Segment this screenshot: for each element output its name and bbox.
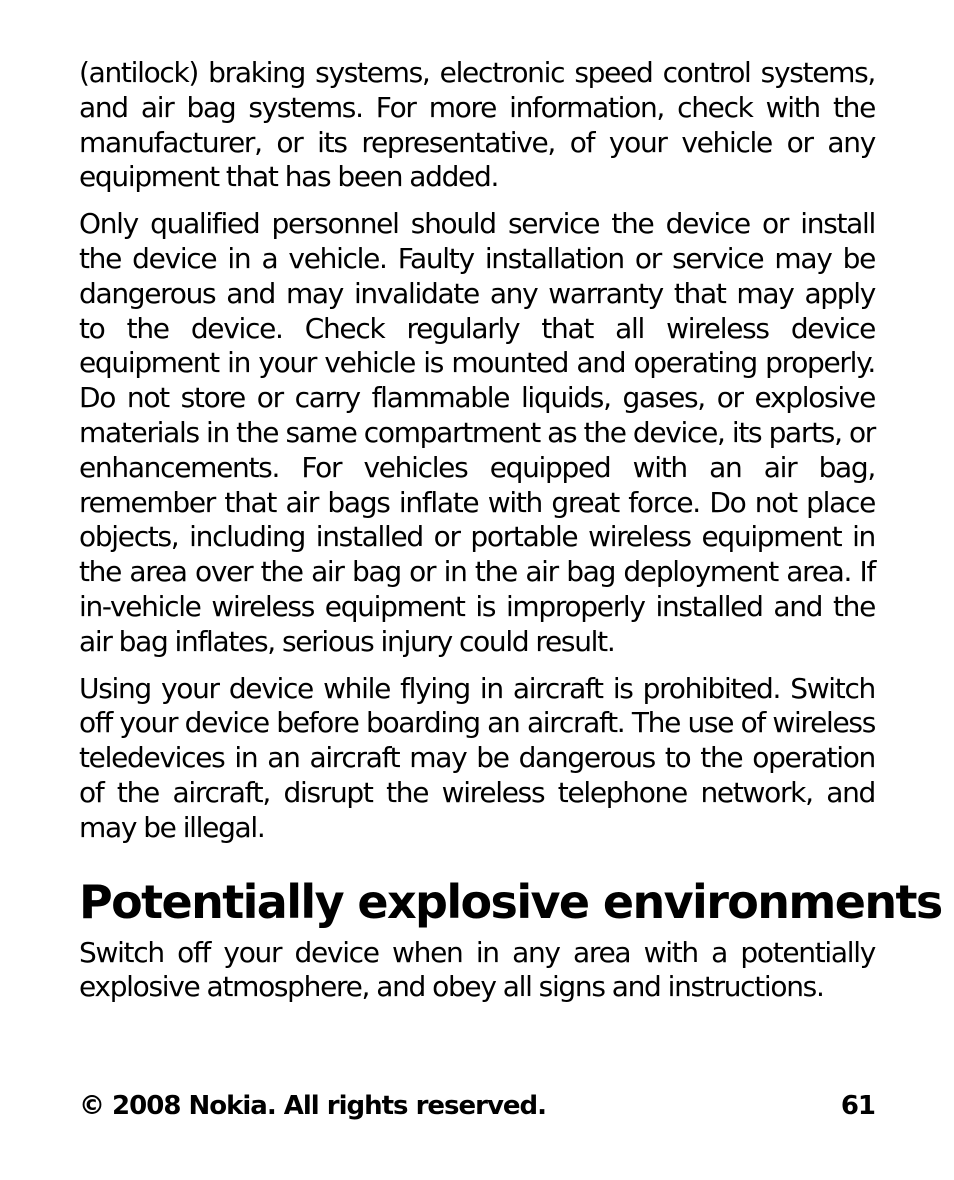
page-footer	[79, 1088, 875, 1124]
copyright-notice: © 2008 Nokia. All rights reserved.	[79, 1091, 547, 1121]
page-content	[79, 56, 942, 1017]
body-paragraph-installation: Only qualified personnel should service the device or install the device in a vehicle. Faulty installation or service may be dangerous and may invalidate any warranty that may apply to the device. Check regularly that all wireless device equipment in your vehicle is mounted and operating properly. Do not store or carry flammable liquids, gases, or explosive materials in the same compartment as the device, its parts, or enhancements. For vehicles equipped with an air bag, remember that air bags inflate with great force. Do not place objects, including installed or portable wireless equipment in the area over the air bag or in the air bag deployment area. If in-vehicle wireless equipment is improperly installed and the air bag inflates, serious injury could result.	[79, 207, 875, 658]
page-number: 61	[840, 1091, 875, 1121]
section-heading: Potentially explosive environments	[79, 874, 942, 929]
section-paragraph: Switch off your device when in any area with a potentially explosive atmosphere, and obey all signs and instructions.	[79, 935, 875, 1004]
body-paragraph-aircraft: Using your device while flying in aircraft is prohibited. Switch off your device before boarding an aircraft. The use of wireless teledevices in an aircraft may be dangerous to the operation of the aircraft, disrupt the wireless telephone network, and may be illegal.	[79, 671, 875, 844]
body-paragraph-vehicle-systems: (antilock) braking systems, electronic speed control systems, and air bag systems. For more information, check with the manufacturer, or its representative, of your vehicle or any equipment that has been added.	[79, 56, 875, 194]
